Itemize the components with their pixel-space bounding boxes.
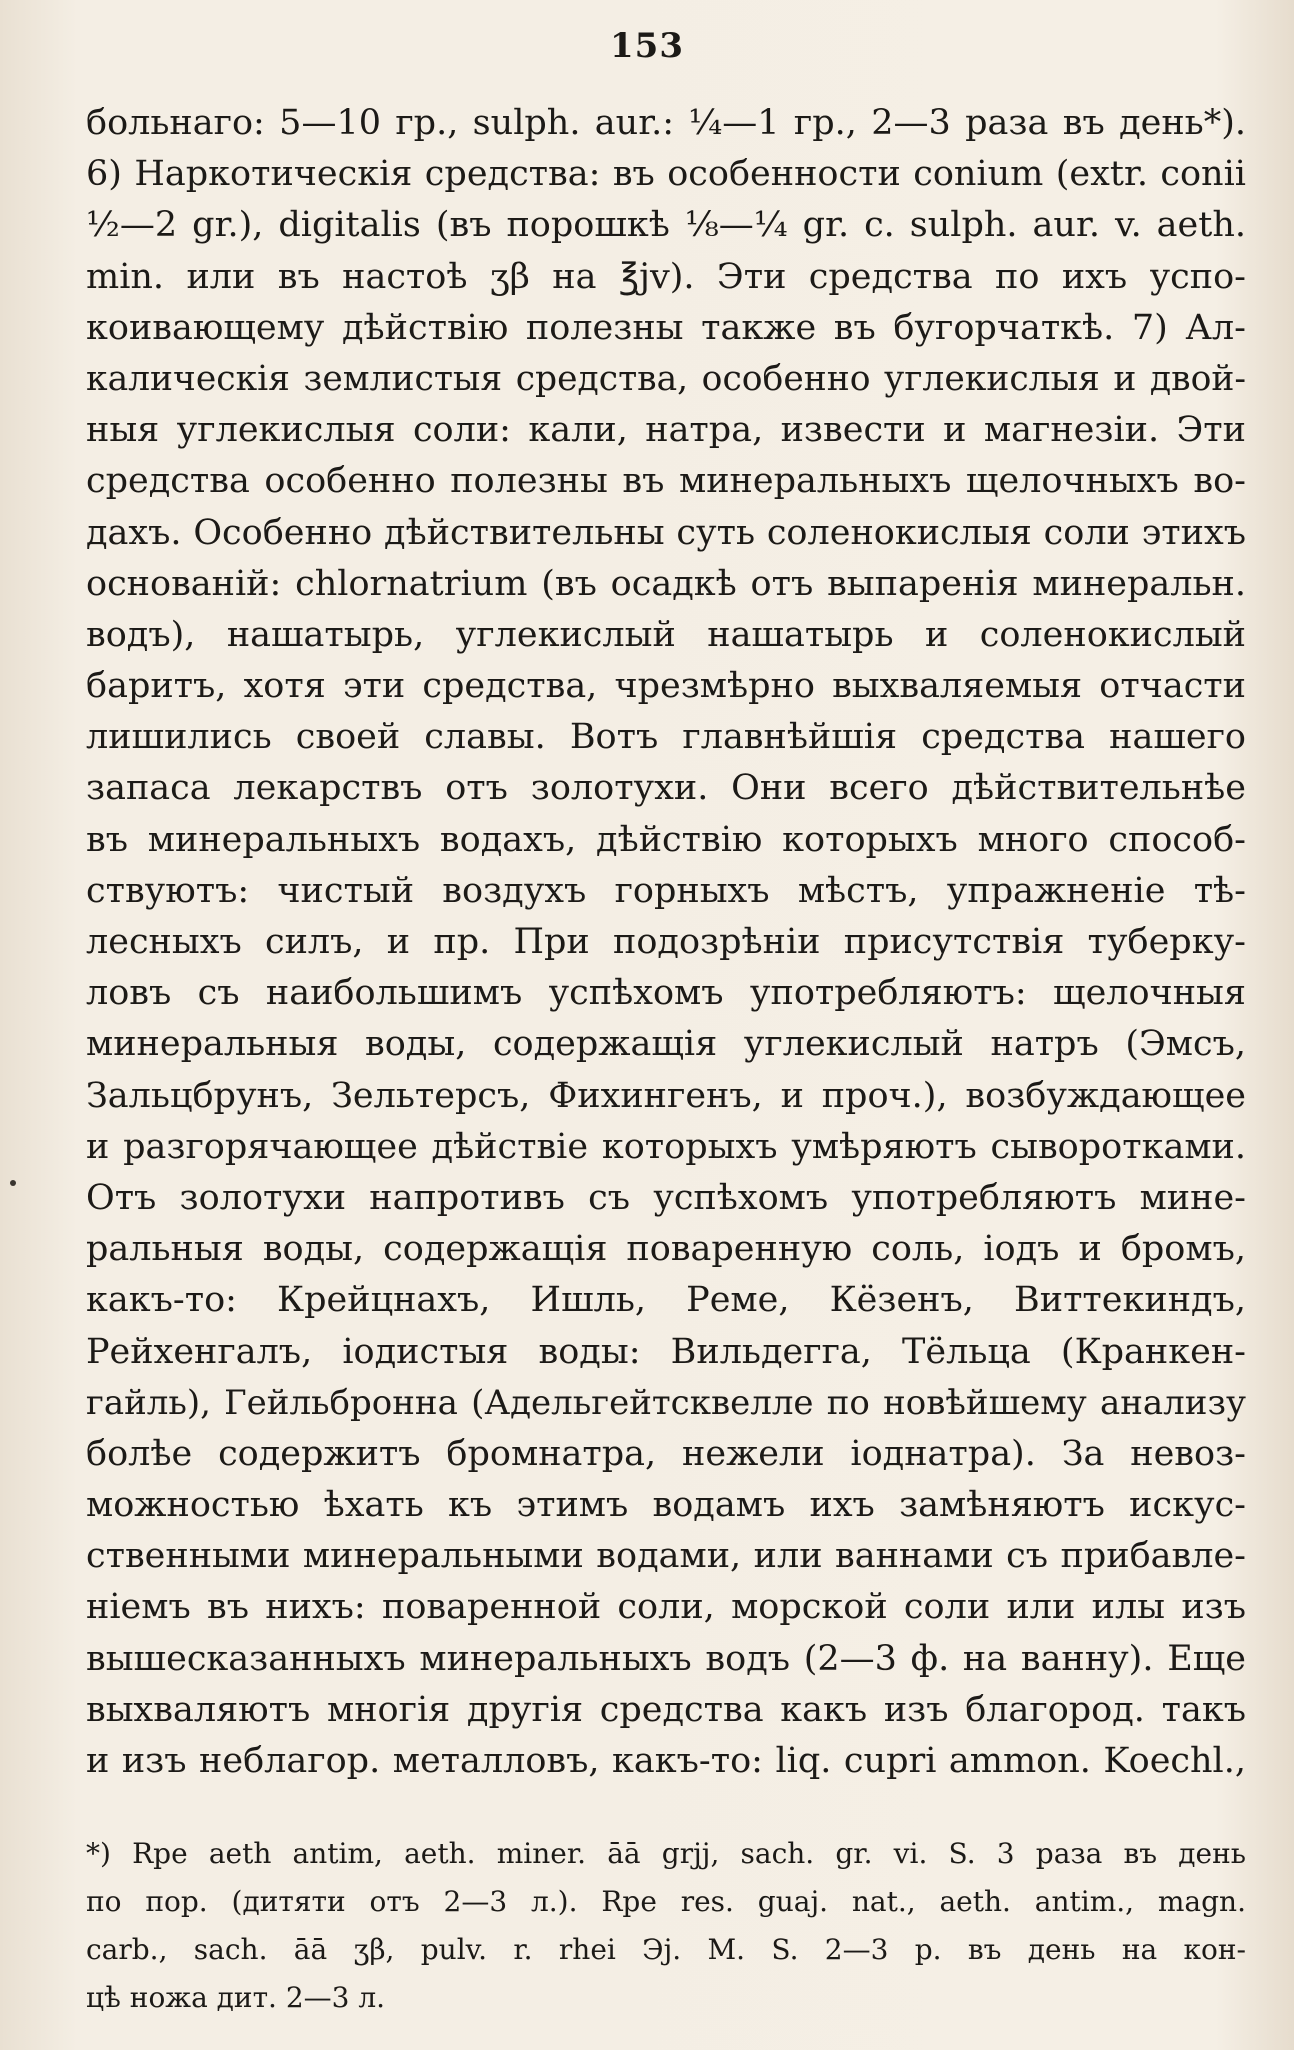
text-line: болѣе содержитъ бромнатра, нежели іоднатра). За невоз- xyxy=(86,1433,1246,1474)
text-line: гайль), Гейльбронна (Адельгейтсквелле по новѣйшему анализу xyxy=(86,1382,1246,1423)
main-text xyxy=(86,98,1246,1787)
text-line: выхваляютъ многія другія средства какъ изъ благород. такъ xyxy=(86,1689,1246,1730)
footnote-line: carb., sach. āā ʒβ, pulv. r. rhei Эj. M. S. 2—3 р. въ день на кон- xyxy=(86,1933,1246,1966)
text-line: основаній: chlornatrium (въ осадкѣ отъ выпаренія минеральн. xyxy=(86,563,1246,604)
text-line: Зальцбрунъ, Зельтерсъ, Фихингенъ, и проч.), возбуждающее xyxy=(86,1075,1246,1116)
text-line: какъ-то: Крейцнахъ, Ишль, Реме, Кёзенъ, Виттекиндъ, xyxy=(86,1280,1246,1321)
text-line: ственными минеральными водами, или ваннами съ прибавле- xyxy=(86,1536,1246,1577)
text-line: лишились своей славы. Вотъ главнѣйшія средства нашего xyxy=(86,717,1246,758)
footnote-line: по пор. (дитяти отъ 2—3 л.). Rpe res. guaj. nat., aeth. antim., magn. xyxy=(86,1885,1246,1918)
page-number: 153 xyxy=(610,26,684,66)
text-line: водъ), нашатырь, углекислый нашатырь и соленокислый xyxy=(86,614,1246,655)
margin-speck xyxy=(10,1180,16,1186)
text-line: min. или въ настоѣ ʒβ на ℥jv). Эти средства по ихъ успо- xyxy=(86,256,1246,297)
text-line: больнаго: 5—10 гр., sulph. aur.: ¼—1 гр., 2—3 раза въ день*). xyxy=(86,103,1246,143)
text-line: баритъ, хотя эти средства, чрезмѣрно выхваляемыя отчасти xyxy=(86,666,1246,707)
text-line: ральныя воды, содержащія поваренную соль, іодъ и бромъ, xyxy=(86,1229,1246,1270)
footnote xyxy=(86,1830,1246,2022)
text-line: можностью ѣхать къ этимъ водамъ ихъ замѣняютъ искус- xyxy=(86,1485,1246,1526)
text-line: минеральныя воды, содержащія углекислый натръ (Эмсъ, xyxy=(86,1024,1246,1065)
text-line: лесныхъ силъ, и пр. При подозрѣніи присутствія туберку- xyxy=(86,922,1246,962)
text-line: ныя углекислыя соли: кали, натра, извести и магнезіи. Эти xyxy=(86,410,1246,451)
text-line: средства особенно полезны въ минеральныхъ щелочныхъ во- xyxy=(86,461,1246,502)
text-line: калическія землистыя средства, особенно углекислыя и двой- xyxy=(86,358,1246,399)
text-line: ствуютъ: чистый воздухъ горныхъ мѣстъ, упражненіе тѣ- xyxy=(86,870,1246,911)
text-line: запаса лекарствъ отъ золотухи. Они всего дѣйствительнѣе xyxy=(86,768,1246,809)
text-line: дахъ. Особенно дѣйствительны суть соленокислыя соли этихъ xyxy=(86,512,1246,553)
footnote-separator xyxy=(86,1806,1246,1808)
text-line: Рейхенгалъ, іодистыя воды: Вильдегга, Тёльца (Кранкен- xyxy=(86,1331,1246,1372)
text-line: и разгорячающее дѣйствіе которыхъ умѣряютъ сыворотками. xyxy=(86,1126,1246,1167)
text-line: и изъ неблагор. металловъ, какъ-то: liq. cupri ammon. Koechl., xyxy=(86,1741,1246,1781)
footnote-line: цѣ ножа дит. 2—3 л. xyxy=(86,1981,386,2014)
text-line: ловъ съ наибольшимъ успѣхомъ употребляютъ: щелочныя xyxy=(86,973,1246,1014)
text-line: Отъ золотухи напротивъ съ успѣхомъ употребляютъ мине- xyxy=(86,1177,1246,1218)
text-line: въ минеральныхъ водахъ, дѣйствію которыхъ много способ- xyxy=(86,819,1246,860)
text-line: коивающему дѣйствію полезны также въ бугорчаткѣ. 7) Ал- xyxy=(86,307,1246,348)
text-line: вышесказанныхъ минеральныхъ водъ (2—3 ф. на ванну). Еще xyxy=(86,1638,1246,1679)
text-line: 6) Наркотическія средства: въ особенности conium (extr. conii xyxy=(86,154,1246,195)
text-line: ½—2 gr.), digitalis (въ порошкѣ ⅛—¼ gr. c. sulph. aur. v. aeth. xyxy=(86,205,1246,246)
text-line: ніемъ въ нихъ: поваренной соли, морской соли или илы изъ xyxy=(86,1587,1246,1628)
footnote-line: *) Rpe aeth antim, aeth. miner. āā grjj, sach. gr. vi. S. 3 раза въ день xyxy=(86,1837,1246,1870)
